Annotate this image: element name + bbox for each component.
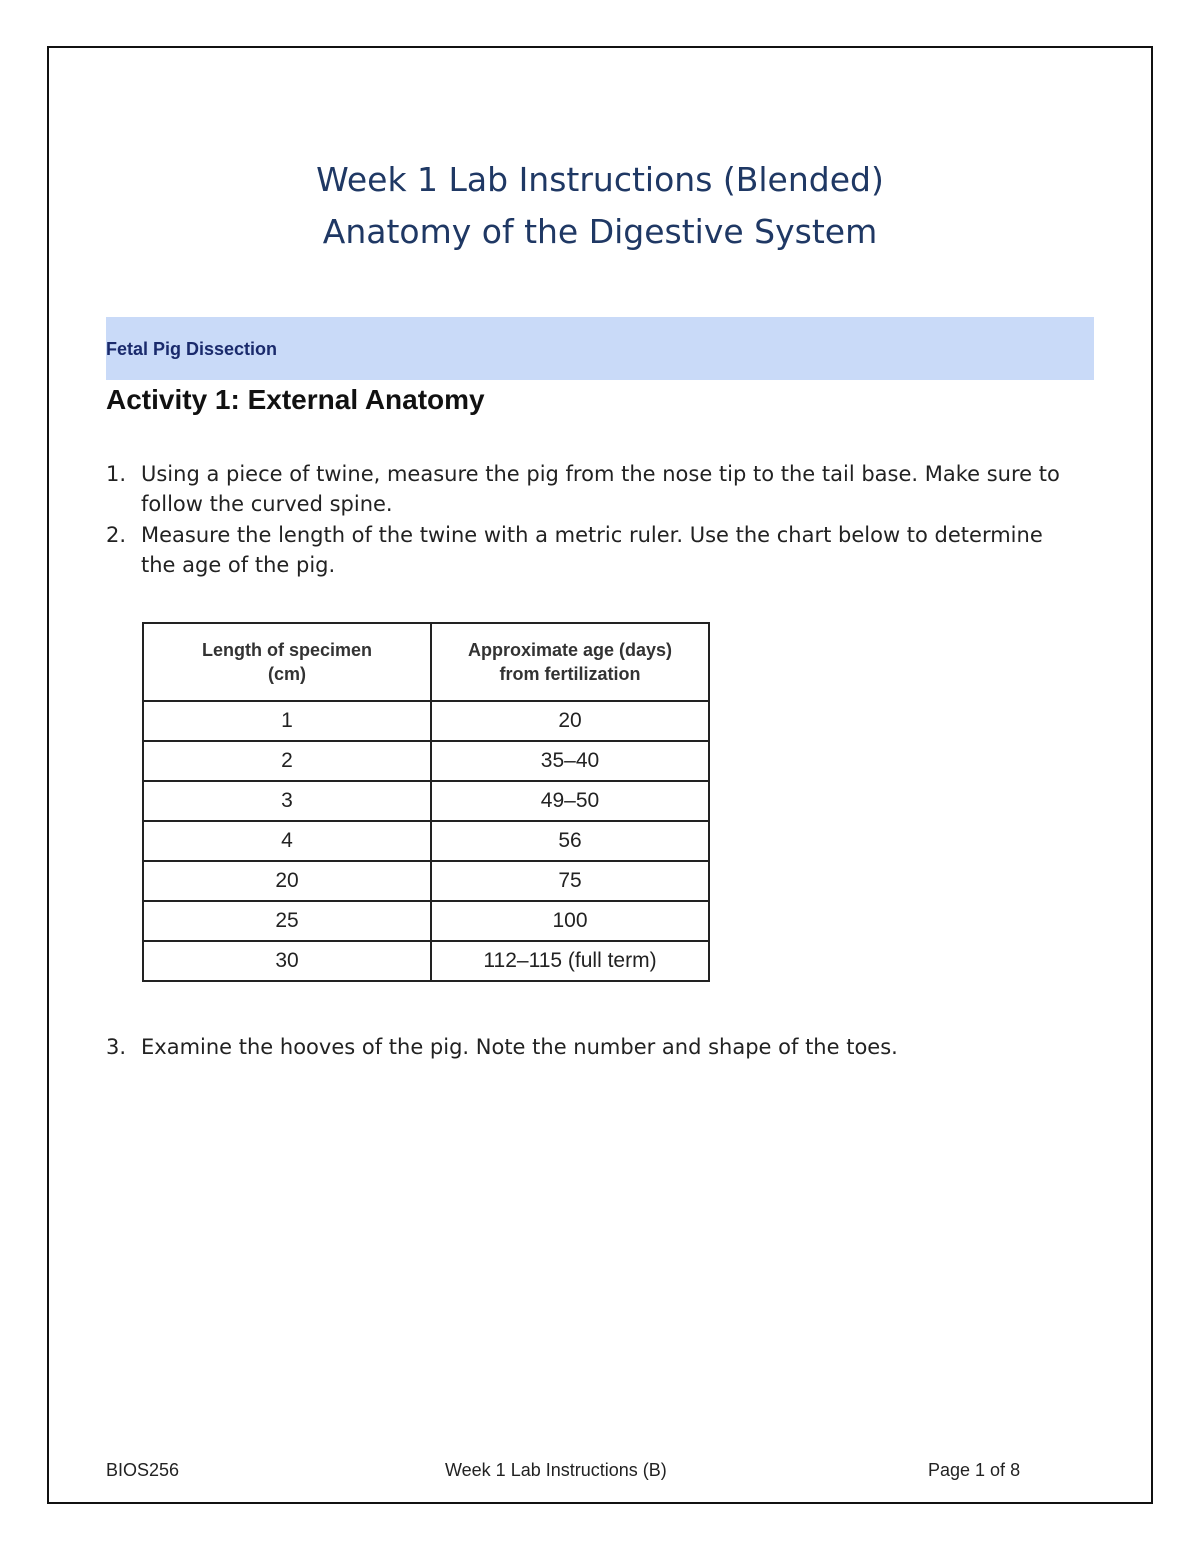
activity-heading: Activity 1: External Anatomy: [106, 384, 485, 415]
cell-length: 30: [143, 941, 431, 981]
document-title: Week 1 Lab Instructions (Blended): [316, 160, 884, 199]
document-subtitle: Anatomy of the Digestive System: [322, 212, 878, 251]
cell-length: 20: [143, 861, 431, 901]
table-header-length: [143, 623, 431, 701]
cell-length: 4: [143, 821, 431, 861]
list-item: [106, 520, 1066, 580]
cell-age: 20: [431, 701, 709, 741]
list-item: [106, 1032, 1066, 1062]
table-row: [143, 941, 709, 981]
age-table: [142, 622, 710, 982]
table-row: [143, 741, 709, 781]
section-banner: [106, 317, 1094, 380]
table-header-age: [431, 623, 709, 701]
header-line: (cm): [267, 664, 306, 684]
list-item-text: Measure the length of the twine with a metric ruler. Use the chart below to determine the age of the pig.: [141, 523, 1043, 577]
header-line: Length of specimen: [201, 640, 372, 660]
cell-age: 56: [431, 821, 709, 861]
list-item-number: 1.: [106, 462, 127, 486]
table-row: [143, 901, 709, 941]
cell-age: 49–50: [431, 781, 709, 821]
footer-course-code: BIOS256: [106, 1460, 180, 1480]
list-item: [106, 459, 1066, 519]
list-item-text: Examine the hooves of the pig. Note the number and shape of the toes.: [141, 1035, 898, 1059]
table-header-row: [143, 623, 709, 701]
table-row: [143, 781, 709, 821]
list-item-number: 3.: [106, 1035, 127, 1059]
cell-length: 3: [143, 781, 431, 821]
list-item-number: 2.: [106, 523, 127, 547]
table-row: [143, 861, 709, 901]
cell-age: 35–40: [431, 741, 709, 781]
list-item-text: Using a piece of twine, measure the pig from the nose tip to the tail base. Make sure to follow the curved spine.: [141, 462, 1060, 516]
cell-age: 112–115 (full term): [431, 941, 709, 981]
footer-doc-title: Week 1 Lab Instructions (B): [445, 1460, 667, 1480]
cell-length: 2: [143, 741, 431, 781]
cell-age: 100: [431, 901, 709, 941]
cell-length: 25: [143, 901, 431, 941]
table-row: [143, 821, 709, 861]
footer-page-number: Page 1 of 8: [928, 1460, 1021, 1480]
header-line: from fertilization: [499, 664, 641, 684]
cell-age: 75: [431, 861, 709, 901]
table-row: [143, 701, 709, 741]
header-line: Approximate age (days): [467, 640, 673, 660]
section-banner-label: Fetal Pig Dissection: [106, 339, 278, 359]
cell-length: 1: [143, 701, 431, 741]
